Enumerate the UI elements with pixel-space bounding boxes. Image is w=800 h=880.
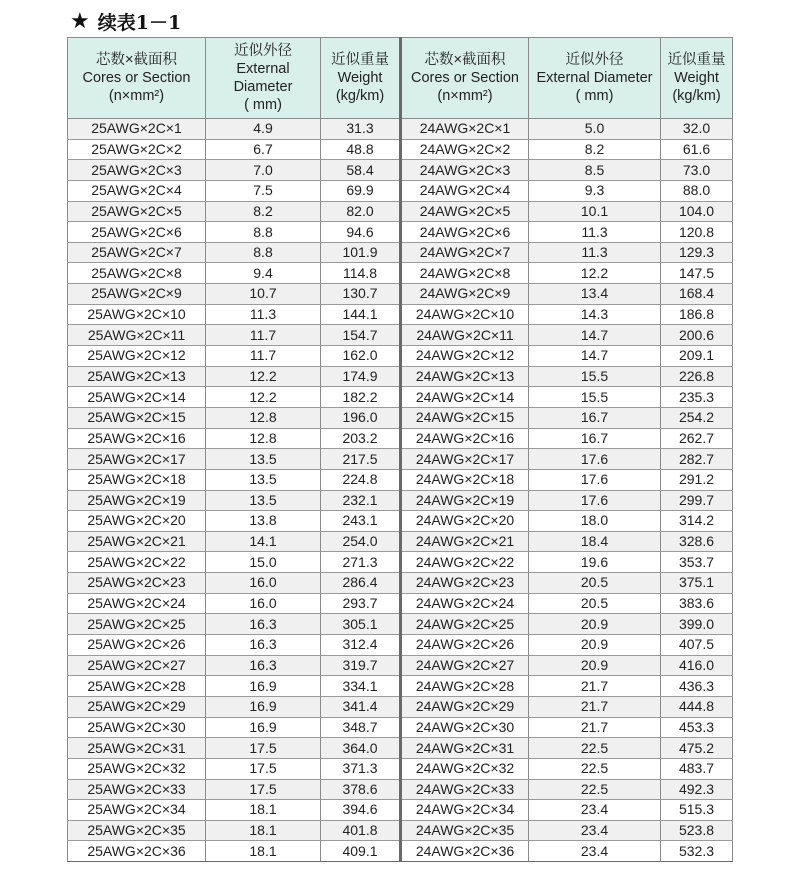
header-cores-left: 芯数×截面积 Cores or Section (n×mm²) (68, 38, 206, 119)
table-row (68, 325, 733, 346)
header-cores-right: 芯数×截面积 Cores or Section (n×mm²) (401, 38, 529, 119)
cell-weight-left: 371.3 (321, 758, 401, 779)
cell-cores-left: 25AWG×2C×28 (68, 676, 206, 697)
cell-weight-left: 378.6 (321, 779, 401, 800)
cell-diameter-right: 17.6 (529, 490, 661, 511)
cell-cores-left: 25AWG×2C×19 (68, 490, 206, 511)
cell-cores-right: 24AWG×2C×2 (401, 139, 529, 160)
cell-diameter-right: 20.9 (529, 635, 661, 656)
cell-weight-right: 147.5 (661, 263, 733, 284)
cell-weight-left: 341.4 (321, 696, 401, 717)
cell-weight-right: 104.0 (661, 201, 733, 222)
cell-diameter-left: 11.7 (206, 346, 321, 367)
cell-diameter-right: 14.7 (529, 346, 661, 367)
cell-weight-left: 101.9 (321, 242, 401, 263)
cell-diameter-left: 13.5 (206, 449, 321, 470)
cell-cores-left: 25AWG×2C×21 (68, 531, 206, 552)
cell-cores-right: 24AWG×2C×33 (401, 779, 529, 800)
cell-cores-left: 25AWG×2C×32 (68, 758, 206, 779)
cell-diameter-left: 12.8 (206, 428, 321, 449)
cell-diameter-right: 15.5 (529, 366, 661, 387)
cell-diameter-right: 12.2 (529, 263, 661, 284)
cell-weight-left: 31.3 (321, 119, 401, 140)
cell-weight-right: 168.4 (661, 284, 733, 305)
cell-weight-left: 217.5 (321, 449, 401, 470)
cell-cores-right: 24AWG×2C×7 (401, 242, 529, 263)
cell-cores-right: 24AWG×2C×31 (401, 738, 529, 759)
cell-diameter-left: 16.9 (206, 717, 321, 738)
cell-weight-right: 235.3 (661, 387, 733, 408)
cell-weight-right: 314.2 (661, 511, 733, 532)
cell-diameter-left: 18.1 (206, 820, 321, 841)
table-row (68, 841, 733, 862)
table-title-text: 续表1－1 (97, 11, 182, 34)
table-row (68, 387, 733, 408)
table-row (68, 242, 733, 263)
cell-weight-right: 383.6 (661, 593, 733, 614)
cell-diameter-right: 17.6 (529, 449, 661, 470)
cell-diameter-right: 14.3 (529, 304, 661, 325)
table-row (68, 758, 733, 779)
cell-weight-right: 483.7 (661, 758, 733, 779)
cell-cores-right: 24AWG×2C×18 (401, 469, 529, 490)
cell-weight-left: 94.6 (321, 222, 401, 243)
cell-cores-left: 25AWG×2C×6 (68, 222, 206, 243)
cell-cores-left: 25AWG×2C×25 (68, 614, 206, 635)
table-row (68, 655, 733, 676)
cell-diameter-left: 10.7 (206, 284, 321, 305)
table-row (68, 222, 733, 243)
table-row (68, 738, 733, 759)
cell-weight-right: 353.7 (661, 552, 733, 573)
cell-weight-right: 453.3 (661, 717, 733, 738)
cell-weight-right: 226.8 (661, 366, 733, 387)
table-row (68, 201, 733, 222)
table-row (68, 511, 733, 532)
cell-weight-left: 224.8 (321, 469, 401, 490)
cell-diameter-left: 14.1 (206, 531, 321, 552)
cell-weight-right: 282.7 (661, 449, 733, 470)
cell-cores-right: 24AWG×2C×4 (401, 180, 529, 201)
cell-cores-left: 25AWG×2C×8 (68, 263, 206, 284)
cell-diameter-left: 9.4 (206, 263, 321, 284)
cell-weight-right: 61.6 (661, 139, 733, 160)
cell-cores-right: 24AWG×2C×6 (401, 222, 529, 243)
cell-diameter-right: 11.3 (529, 242, 661, 263)
table-row (68, 531, 733, 552)
table-row (68, 593, 733, 614)
table-row (68, 139, 733, 160)
cell-cores-left: 25AWG×2C×9 (68, 284, 206, 305)
cell-diameter-left: 16.9 (206, 676, 321, 697)
cell-diameter-left: 16.9 (206, 696, 321, 717)
cell-diameter-right: 5.0 (529, 119, 661, 140)
cell-diameter-right: 23.4 (529, 841, 661, 862)
cell-cores-left: 25AWG×2C×13 (68, 366, 206, 387)
cell-diameter-left: 8.2 (206, 201, 321, 222)
cell-diameter-right: 16.7 (529, 407, 661, 428)
cell-weight-right: 532.3 (661, 841, 733, 862)
cell-weight-left: 271.3 (321, 552, 401, 573)
cell-diameter-left: 7.5 (206, 180, 321, 201)
table-row (68, 160, 733, 181)
cell-diameter-left: 17.5 (206, 779, 321, 800)
cell-diameter-left: 8.8 (206, 242, 321, 263)
table-row (68, 119, 733, 140)
cell-weight-left: 312.4 (321, 635, 401, 656)
cell-cores-right: 24AWG×2C×32 (401, 758, 529, 779)
cell-diameter-right: 10.1 (529, 201, 661, 222)
cell-cores-left: 25AWG×2C×14 (68, 387, 206, 408)
header-weight-left: 近似重量 Weight (kg/km) (321, 38, 401, 119)
cell-weight-left: 69.9 (321, 180, 401, 201)
table-row (68, 469, 733, 490)
table-row (68, 696, 733, 717)
cell-diameter-right: 18.4 (529, 531, 661, 552)
cell-cores-left: 25AWG×2C×16 (68, 428, 206, 449)
table-row (68, 449, 733, 470)
cable-spec-table (67, 37, 733, 862)
cell-weight-right: 436.3 (661, 676, 733, 697)
cell-cores-left: 25AWG×2C×4 (68, 180, 206, 201)
cell-diameter-left: 17.5 (206, 758, 321, 779)
table-row (68, 490, 733, 511)
cell-weight-right: 492.3 (661, 779, 733, 800)
cell-weight-left: 293.7 (321, 593, 401, 614)
cell-cores-left: 25AWG×2C×12 (68, 346, 206, 367)
cell-weight-left: 364.0 (321, 738, 401, 759)
table-row (68, 428, 733, 449)
cell-weight-left: 334.1 (321, 676, 401, 697)
cell-weight-right: 407.5 (661, 635, 733, 656)
cell-weight-left: 114.8 (321, 263, 401, 284)
cell-cores-right: 24AWG×2C×36 (401, 841, 529, 862)
cell-weight-right: 515.3 (661, 800, 733, 821)
cell-weight-left: 203.2 (321, 428, 401, 449)
cell-cores-left: 25AWG×2C×24 (68, 593, 206, 614)
cell-weight-left: 394.6 (321, 800, 401, 821)
cell-weight-left: 144.1 (321, 304, 401, 325)
cell-weight-left: 401.8 (321, 820, 401, 841)
cell-cores-right: 24AWG×2C×30 (401, 717, 529, 738)
cell-diameter-left: 13.5 (206, 469, 321, 490)
cell-weight-right: 475.2 (661, 738, 733, 759)
cell-diameter-left: 16.0 (206, 573, 321, 594)
cell-cores-left: 25AWG×2C×3 (68, 160, 206, 181)
table-row (68, 800, 733, 821)
cell-diameter-right: 8.2 (529, 139, 661, 160)
cell-weight-left: 58.4 (321, 160, 401, 181)
cell-cores-left: 25AWG×2C×17 (68, 449, 206, 470)
cell-cores-right: 24AWG×2C×23 (401, 573, 529, 594)
cell-weight-right: 32.0 (661, 119, 733, 140)
cell-diameter-left: 12.2 (206, 366, 321, 387)
cell-cores-right: 24AWG×2C×14 (401, 387, 529, 408)
cell-cores-right: 24AWG×2C×26 (401, 635, 529, 656)
cell-cores-left: 25AWG×2C×5 (68, 201, 206, 222)
cell-weight-right: 291.2 (661, 469, 733, 490)
cell-cores-left: 25AWG×2C×22 (68, 552, 206, 573)
cell-diameter-left: 16.3 (206, 655, 321, 676)
cell-weight-right: 209.1 (661, 346, 733, 367)
cell-cores-right: 24AWG×2C×8 (401, 263, 529, 284)
cell-cores-left: 25AWG×2C×36 (68, 841, 206, 862)
table-row (68, 552, 733, 573)
cell-weight-left: 174.9 (321, 366, 401, 387)
cell-diameter-left: 12.2 (206, 387, 321, 408)
table-row (68, 284, 733, 305)
cell-cores-left: 25AWG×2C×11 (68, 325, 206, 346)
cell-cores-left: 25AWG×2C×2 (68, 139, 206, 160)
cell-cores-left: 25AWG×2C×30 (68, 717, 206, 738)
cell-diameter-right: 22.5 (529, 779, 661, 800)
cell-diameter-right: 9.3 (529, 180, 661, 201)
cell-cores-right: 24AWG×2C×25 (401, 614, 529, 635)
table-row (68, 366, 733, 387)
cell-diameter-right: 22.5 (529, 758, 661, 779)
cell-cores-right: 24AWG×2C×3 (401, 160, 529, 181)
cell-weight-right: 186.8 (661, 304, 733, 325)
cell-diameter-right: 15.5 (529, 387, 661, 408)
cell-weight-left: 243.1 (321, 511, 401, 532)
cell-diameter-right: 20.9 (529, 655, 661, 676)
cell-weight-left: 82.0 (321, 201, 401, 222)
cell-weight-right: 523.8 (661, 820, 733, 841)
table-row (68, 635, 733, 656)
cell-diameter-left: 7.0 (206, 160, 321, 181)
cell-weight-right: 254.2 (661, 407, 733, 428)
cell-cores-right: 24AWG×2C×28 (401, 676, 529, 697)
cell-diameter-right: 23.4 (529, 800, 661, 821)
cell-diameter-left: 18.1 (206, 841, 321, 862)
cell-diameter-right: 18.0 (529, 511, 661, 532)
cell-weight-left: 286.4 (321, 573, 401, 594)
cell-weight-right: 73.0 (661, 160, 733, 181)
cell-weight-right: 328.6 (661, 531, 733, 552)
cell-cores-left: 25AWG×2C×33 (68, 779, 206, 800)
cell-diameter-right: 17.6 (529, 469, 661, 490)
header-diameter-left: 近似外径 External Diameter ( mm) (206, 38, 321, 119)
cell-diameter-right: 20.9 (529, 614, 661, 635)
cell-weight-right: 375.1 (661, 573, 733, 594)
cell-cores-right: 24AWG×2C×21 (401, 531, 529, 552)
cell-cores-left: 25AWG×2C×1 (68, 119, 206, 140)
cell-cores-right: 24AWG×2C×9 (401, 284, 529, 305)
cell-diameter-left: 11.3 (206, 304, 321, 325)
cell-cores-left: 25AWG×2C×23 (68, 573, 206, 594)
cell-weight-right: 444.8 (661, 696, 733, 717)
cell-cores-right: 24AWG×2C×16 (401, 428, 529, 449)
cell-diameter-right: 23.4 (529, 820, 661, 841)
cell-weight-left: 348.7 (321, 717, 401, 738)
cell-diameter-left: 16.3 (206, 614, 321, 635)
cell-cores-right: 24AWG×2C×12 (401, 346, 529, 367)
cell-cores-right: 24AWG×2C×10 (401, 304, 529, 325)
cell-weight-right: 120.8 (661, 222, 733, 243)
cell-cores-right: 24AWG×2C×5 (401, 201, 529, 222)
cell-diameter-left: 16.0 (206, 593, 321, 614)
table-body (68, 119, 733, 862)
cell-cores-right: 24AWG×2C×11 (401, 325, 529, 346)
cell-weight-right: 399.0 (661, 614, 733, 635)
cell-diameter-right: 20.5 (529, 593, 661, 614)
cell-cores-right: 24AWG×2C×17 (401, 449, 529, 470)
header-row (68, 38, 733, 119)
cell-diameter-left: 18.1 (206, 800, 321, 821)
table-row (68, 180, 733, 201)
cell-cores-right: 24AWG×2C×1 (401, 119, 529, 140)
cell-weight-left: 232.1 (321, 490, 401, 511)
table-row (68, 407, 733, 428)
cell-cores-left: 25AWG×2C×27 (68, 655, 206, 676)
cell-cores-left: 25AWG×2C×31 (68, 738, 206, 759)
cell-weight-left: 154.7 (321, 325, 401, 346)
cell-weight-right: 299.7 (661, 490, 733, 511)
cell-cores-right: 24AWG×2C×15 (401, 407, 529, 428)
table-row (68, 820, 733, 841)
table-title (70, 8, 181, 34)
cell-diameter-left: 13.8 (206, 511, 321, 532)
cell-diameter-left: 8.8 (206, 222, 321, 243)
cell-cores-right: 24AWG×2C×22 (401, 552, 529, 573)
cell-diameter-left: 16.3 (206, 635, 321, 656)
cell-weight-right: 262.7 (661, 428, 733, 449)
cell-weight-right: 129.3 (661, 242, 733, 263)
table-row (68, 304, 733, 325)
table-row (68, 676, 733, 697)
cell-weight-right: 416.0 (661, 655, 733, 676)
header-weight-right: 近似重量 Weight (kg/km) (661, 38, 733, 119)
table-row (68, 779, 733, 800)
cell-diameter-right: 19.6 (529, 552, 661, 573)
cell-diameter-left: 17.5 (206, 738, 321, 759)
table-row (68, 346, 733, 367)
cell-diameter-left: 13.5 (206, 490, 321, 511)
table-row (68, 263, 733, 284)
cell-diameter-right: 21.7 (529, 696, 661, 717)
cell-cores-right: 24AWG×2C×19 (401, 490, 529, 511)
cell-cores-left: 25AWG×2C×29 (68, 696, 206, 717)
table-row (68, 717, 733, 738)
cell-diameter-left: 12.8 (206, 407, 321, 428)
cell-diameter-right: 11.3 (529, 222, 661, 243)
cell-weight-left: 196.0 (321, 407, 401, 428)
cell-cores-left: 25AWG×2C×7 (68, 242, 206, 263)
cell-diameter-left: 6.7 (206, 139, 321, 160)
cell-weight-right: 200.6 (661, 325, 733, 346)
cell-cores-right: 24AWG×2C×20 (401, 511, 529, 532)
cell-diameter-right: 8.5 (529, 160, 661, 181)
table-row (68, 573, 733, 594)
table-row (68, 614, 733, 635)
cell-cores-right: 24AWG×2C×34 (401, 800, 529, 821)
cell-cores-left: 25AWG×2C×35 (68, 820, 206, 841)
cell-diameter-left: 4.9 (206, 119, 321, 140)
cell-diameter-right: 13.4 (529, 284, 661, 305)
cell-weight-left: 130.7 (321, 284, 401, 305)
cell-weight-left: 319.7 (321, 655, 401, 676)
cell-diameter-right: 21.7 (529, 676, 661, 697)
cell-weight-right: 88.0 (661, 180, 733, 201)
cell-cores-right: 24AWG×2C×35 (401, 820, 529, 841)
cell-diameter-right: 14.7 (529, 325, 661, 346)
cell-diameter-left: 15.0 (206, 552, 321, 573)
header-diameter-right: 近似外径 External Diameter ( mm) (529, 38, 661, 119)
cell-weight-left: 254.0 (321, 531, 401, 552)
cell-cores-right: 24AWG×2C×29 (401, 696, 529, 717)
cell-cores-left: 25AWG×2C×26 (68, 635, 206, 656)
cell-weight-left: 409.1 (321, 841, 401, 862)
cell-cores-left: 25AWG×2C×10 (68, 304, 206, 325)
cell-cores-left: 25AWG×2C×34 (68, 800, 206, 821)
cell-diameter-right: 20.5 (529, 573, 661, 594)
cell-diameter-left: 11.7 (206, 325, 321, 346)
cell-cores-left: 25AWG×2C×20 (68, 511, 206, 532)
star-icon: ★ (70, 8, 90, 34)
cell-weight-left: 48.8 (321, 139, 401, 160)
cell-weight-left: 305.1 (321, 614, 401, 635)
cell-diameter-right: 21.7 (529, 717, 661, 738)
cell-cores-right: 24AWG×2C×27 (401, 655, 529, 676)
cell-cores-left: 25AWG×2C×18 (68, 469, 206, 490)
cell-cores-left: 25AWG×2C×15 (68, 407, 206, 428)
cell-cores-right: 24AWG×2C×13 (401, 366, 529, 387)
cell-cores-right: 24AWG×2C×24 (401, 593, 529, 614)
cell-weight-left: 162.0 (321, 346, 401, 367)
cell-diameter-right: 16.7 (529, 428, 661, 449)
cell-diameter-right: 22.5 (529, 738, 661, 759)
cell-weight-left: 182.2 (321, 387, 401, 408)
